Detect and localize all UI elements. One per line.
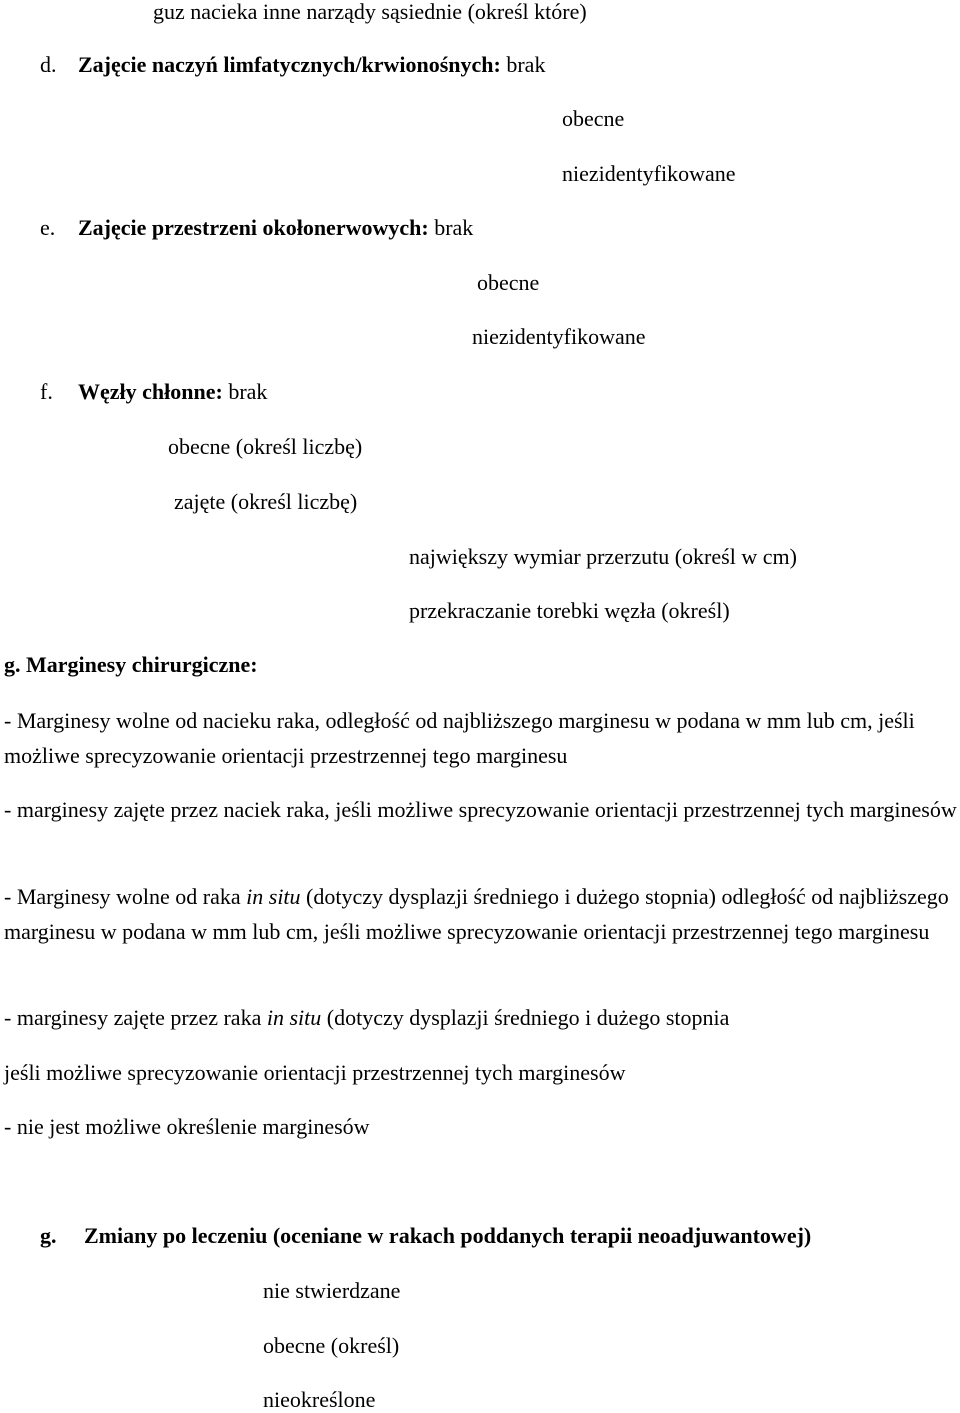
section-g-treatment-label: g. bbox=[40, 1223, 57, 1248]
margins-item-2: - marginesy zajęte przez naciek raka, jeśli możliwe sprecyzowanie orientacji przestrzennej tych marginesów bbox=[4, 797, 957, 822]
section-d-option-obecne: obecne bbox=[562, 106, 625, 131]
section-f-option-obecne: obecne (określ liczbę) bbox=[168, 434, 363, 459]
section-g-margins-title: g. Marginesy chirurgiczne: bbox=[4, 652, 258, 677]
margins-item-4-italic: in situ bbox=[266, 1005, 322, 1030]
section-f-option-zajete: zajęte (określ liczbę) bbox=[174, 489, 358, 514]
margins-item-5: - nie jest możliwe określenie marginesów bbox=[4, 1114, 370, 1139]
treatment-option-nie-stwierdzane: nie stwierdzane bbox=[263, 1278, 401, 1303]
section-e-label: e. bbox=[40, 215, 56, 240]
section-d-heading bbox=[40, 52, 545, 78]
section-f-label: f. bbox=[40, 379, 53, 404]
margins-item-4-line-2: jeśli możliwe sprecyzowanie orientacji przestrzennej tych marginesów bbox=[4, 1060, 626, 1085]
margins-item-3-text-a: - Marginesy wolne od raka bbox=[4, 884, 247, 909]
section-f-option-brak: brak bbox=[228, 379, 268, 404]
section-g-treatment-title: Zmiany po leczeniu (oceniane w rakach poddanych terapii neoadjuwantowej) bbox=[84, 1223, 812, 1248]
section-d-title: Zajęcie naczyń limfatycznych/krwionośnych: bbox=[78, 52, 501, 77]
section-e-option-obecne: obecne bbox=[477, 270, 540, 295]
section-d-option-brak: brak bbox=[506, 52, 546, 77]
section-e-option-niezidentyfikowane: niezidentyfikowane bbox=[472, 324, 646, 349]
section-f-suboption-torebka: przekraczanie torebki węzła (określ) bbox=[409, 598, 730, 623]
treatment-option-obecne: obecne (określ) bbox=[263, 1333, 400, 1358]
margins-item-4-text-b: (dotyczy dysplazji średniego i dużego stopnia bbox=[321, 1005, 730, 1030]
margins-item-4-text-a: - marginesy zajęte przez raka bbox=[4, 1005, 267, 1030]
margins-item-1: - Marginesy wolne od nacieku raka, odległość od najbliższego marginesu w podana w mm lub cm, jeśli możliwe sprecyzowanie orientacji przestrzennej tego marginesu bbox=[4, 708, 915, 768]
section-e-title: Zajęcie przestrzeni okołonerwowych: bbox=[78, 215, 429, 240]
section-c-continuation: guz nacieka inne narządy sąsiednie (określ które) bbox=[153, 0, 587, 24]
margins-item-4 bbox=[4, 1005, 729, 1031]
section-e-heading bbox=[40, 215, 473, 241]
section-e-option-brak: brak bbox=[434, 215, 474, 240]
section-f-suboption-wymiar: największy wymiar przerzutu (określ w cm) bbox=[409, 544, 797, 569]
margins-item-3-italic: in situ bbox=[246, 884, 301, 909]
section-d-label: d. bbox=[40, 52, 57, 77]
section-f-heading bbox=[40, 379, 267, 405]
margins-item-3 bbox=[4, 879, 960, 949]
section-d-option-niezidentyfikowane: niezidentyfikowane bbox=[562, 161, 736, 186]
treatment-option-nieokreslone: nieokreślone bbox=[263, 1387, 376, 1412]
section-g-treatment-heading bbox=[40, 1223, 811, 1249]
section-f-title: Węzły chłonne: bbox=[78, 379, 223, 404]
margins-item-3-text-b: (dotyczy dysplazji średniego i dużego stopnia) odległość od najbliższego marginesu w podana w mm lub cm, jeśli możliwe sprecyzowanie orientacji przestrzennej tego marginesu bbox=[4, 884, 949, 944]
